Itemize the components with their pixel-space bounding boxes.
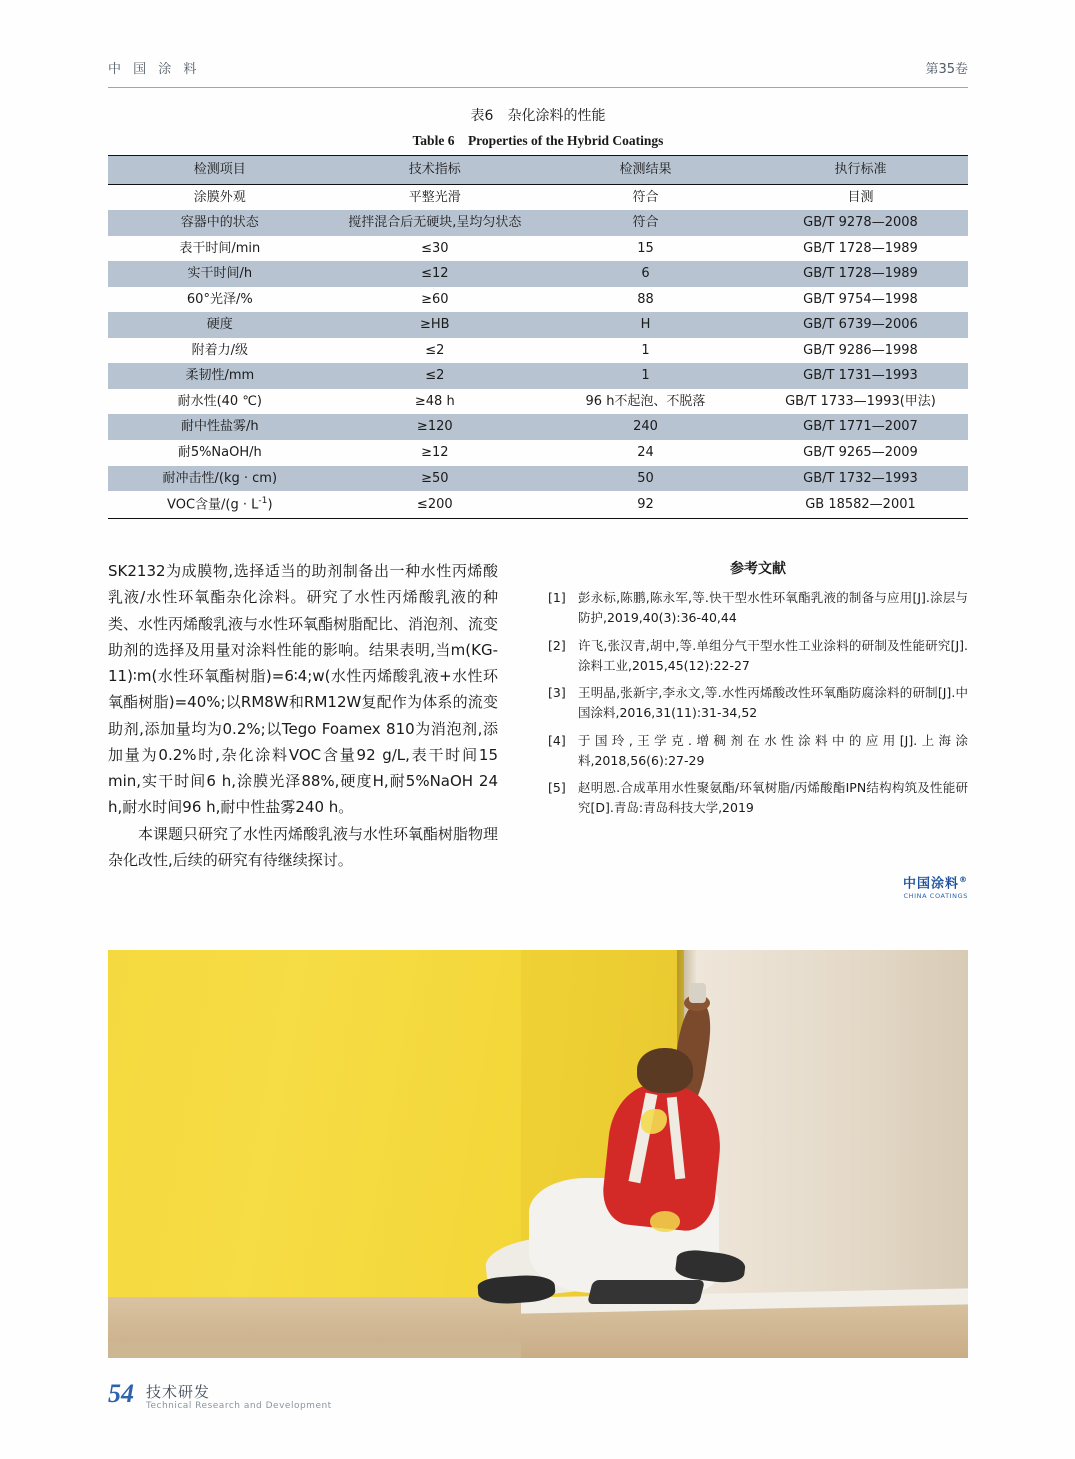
cell: 目测 [847,189,874,205]
journal-logo [903,876,968,900]
table-caption-en: Table 6 Properties of the Hybrid Coatings [412,133,664,148]
cell: ≤12 [332,261,538,287]
reference-item [548,683,968,724]
painter-photograph [108,950,968,1358]
cell: 耐中性盐雾/h [108,414,332,440]
reference-item [548,636,968,677]
table-row [108,491,968,518]
reference-text: 王明晶,张新宇,李永文,等.水性丙烯酸改性环氧酯防腐涂料的研制[J].中国涂料,2016,31(11):31-34,52 [578,685,968,721]
cell: ≤200 [332,491,538,518]
cell: GB/T 6739—2006 [753,312,968,338]
table-section [108,105,968,519]
reference-number: [2] [548,637,566,653]
table-row [108,184,968,210]
page-footer [108,1379,508,1419]
column-header: 执行标准 [753,156,968,185]
cell: 1 [538,363,753,389]
references-section [548,558,968,901]
floor-left-edge [108,1342,521,1358]
cell: GB/T 1733—1993(甲法) [785,393,936,409]
cell: 耐5%NaOH/h [177,445,262,461]
cell: 6 [538,261,753,287]
logo-text-en: CHINA COATINGS [903,892,968,901]
table-caption-cn: 表6 杂化涂料的性能 [470,108,606,124]
column-header: 技术指标 [332,156,538,185]
cell: 容器中的状态 [108,210,332,236]
table-row [108,389,968,415]
cell: H [538,312,753,338]
journal-name: 中 国 涂 料 [108,62,201,77]
cell: ≥12 [421,445,449,461]
volume-label: 第35卷 [925,62,968,77]
logo-superscript: ® [959,875,968,884]
cell: GB 18582—2001 [753,491,968,518]
reference-number: [4] [548,732,566,748]
reference-text: 彭永标,陈鹏,陈永军,等.快干型水性环氧酯乳液的制备与应用[J].涂层与防护,2019,40(3):36-40,44 [578,590,968,626]
cell: ≤2 [332,363,538,389]
cell: GB/T 9265—2009 [803,445,918,461]
cell: 15 [637,240,654,256]
reference-text: 赵明恩.合成革用水性聚氨酯/环氧树脂/丙烯酸酯IPN结构构筑及性能研究[D].青岛:青岛科技大学,2019 [578,780,968,816]
logo-text-cn: 中国涂料® [902,875,968,892]
column-header: 检测结果 [538,156,753,185]
reference-number: [5] [548,780,566,795]
cell: ≥50 [332,466,538,492]
reference-item [548,731,968,772]
reference-text: 许飞,张汉青,胡中,等.单组分气干型水性工业涂料的研制及性能研究[J].涂料工业,2015,45(12):22-27 [578,637,968,673]
cell: 96 h不起泡、不脱落 [585,393,706,409]
cell: 耐水性(40 ℃) [177,393,262,409]
cell: 表干时间/min [179,240,261,256]
cell: ≤2 [425,342,445,358]
paint-roller [689,983,706,1003]
cell: 平整光滑 [408,189,461,205]
properties-table [108,155,968,519]
cell: ≥HB [332,312,538,338]
section-label-cn: 技术研发 [146,1383,211,1401]
painter-head [637,1048,693,1093]
cell: ≥120 [332,414,538,440]
cell: ≥48 h [414,393,455,409]
table-row [108,440,968,466]
page-number: 54 [108,1379,134,1408]
reference-number: [1] [548,590,566,605]
cell: GB/T 1728—1989 [803,240,918,256]
cell: 涂膜外观 [193,189,246,205]
cell: 1 [641,342,650,358]
cell: 附着力/级 [191,342,248,358]
cell: 柔韧性/mm [108,363,332,389]
conclusion-paragraph-1: SK2132为成膜物,选择适当的助剂制备出一种水性丙烯酸乳液/水性环氧酯杂化涂料。研究了水性丙烯酸乳液的种类、水性丙烯酸乳液与水性环氧酯树脂配比、消泡剂、流变助剂的选择及用量对涂料性能的影响。结果表明,当m(KG-11)∶m(水性环氧酯树脂)=6∶4;w(水性丙烯酸乳液+水性环氧酯树脂)=40%;以RM8W和RM12W复配作为体系的流变助剂,添加量均为0.2%;以Tego Foamex 810为消泡剂,添加量为0.2%时,杂化涂料VOC含量92 g/L,表干时间15 min,实干时间6 h,涂膜光泽88%,硬度H,耐5%NaOH 24 h,耐水时间96 h,耐中性盐雾240 h。 [108,562,499,817]
table-row [108,236,968,262]
table-row [108,466,968,492]
conclusion-paragraph-2: 本课题只研究了水性丙烯酸乳液与水性环氧酯树脂物理杂化改性,后续的研究有待继续探讨。 [108,824,499,869]
table-header-row [108,156,968,185]
cell: GB/T 1771—2007 [753,414,968,440]
cell: GB/T 9286—1998 [803,342,918,358]
table-row [108,261,968,287]
cell: 硬度 [108,312,332,338]
table-row [108,363,968,389]
cell: 符合 [632,189,659,205]
table-row [108,312,968,338]
cell: 耐冲击性/(kg · cm) [108,466,332,492]
cell: GB/T 9278—2008 [753,210,968,236]
cell: 50 [538,466,753,492]
cell: 搅拌混合后无硬块,呈均匀状态 [332,210,538,236]
cell: VOC含量$/(g \cdot L^{-1})$ [108,491,332,518]
cell: 符合 [538,210,753,236]
cell: 60°光泽/% [186,291,253,307]
table-row [108,338,968,364]
cell: 92 [538,491,753,518]
cell: GB/T 1728—1989 [753,261,968,287]
table-row [108,210,968,236]
paint-tray [587,1280,705,1304]
cell: 88 [637,291,654,307]
running-head [108,58,968,88]
section-label-en: Technical Research and Development [146,1401,332,1411]
cell: 实干时间/h [108,261,332,287]
column-header: 检测项目 [108,156,332,185]
cell: ≥60 [421,291,449,307]
reference-item [548,778,968,819]
table-row [108,414,968,440]
cell: ≤30 [421,240,449,256]
cell: 240 [538,414,753,440]
table-row [108,287,968,313]
paint-splash-trousers [650,1211,680,1231]
table-body [108,184,968,518]
cell: 24 [637,445,654,461]
cell: GB/T 1732—1993 [753,466,968,492]
body-column-left [108,558,498,873]
cell: GB/T 9754—1998 [803,291,918,307]
reference-number: [3] [548,685,566,700]
reference-text: 于国玲,王学克.增稠剂在水性涂料中的应用[J].上海涂料,2018,56(6):27-29 [578,732,968,768]
cell: GB/T 1731—1993 [753,363,968,389]
references-title: 参考文献 [730,561,786,577]
reference-item [548,588,968,629]
